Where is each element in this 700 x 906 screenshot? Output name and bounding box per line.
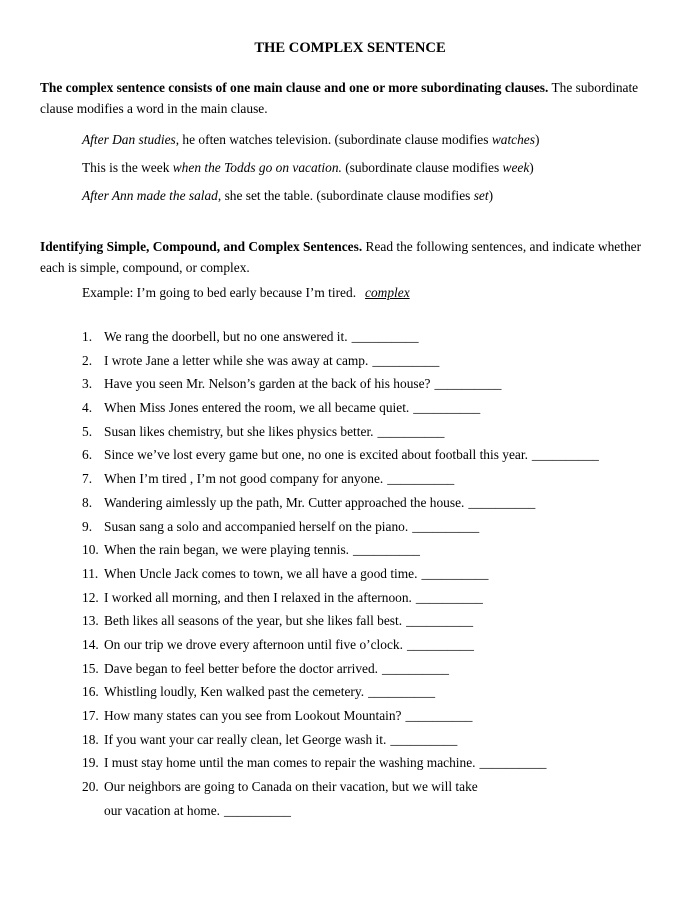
item-number: 11. <box>82 565 99 581</box>
item-number: 13. <box>82 613 99 629</box>
item-text: We rang the doorbell, but no one answered it. <box>104 329 348 344</box>
item-text: Our neighbors are going to Canada on their vacation, but we will take <box>104 779 478 795</box>
answer-blank: __________ <box>390 731 458 747</box>
item-text: Wandering aimlessly up the path, Mr. Cutter approached the house. <box>104 494 465 510</box>
example-2-subordinate-clause: when the Todds go on vacation. <box>172 160 342 175</box>
item-number: 5. <box>82 423 93 439</box>
answer-blank: __________ <box>372 352 440 368</box>
example-2-pre: This is the week <box>82 160 173 175</box>
item-number: 7. <box>82 471 93 487</box>
item-number: 6. <box>82 447 93 463</box>
item-text: When I’m tired , I’m not good company for anyone. <box>104 471 384 487</box>
item-text: When Uncle Jack comes to town, we all have a good time. <box>104 565 418 581</box>
item-text: I worked all morning, and then I relaxed in the afternoon. <box>104 589 412 605</box>
item-text: When the rain began, we were playing tennis. <box>104 542 350 558</box>
exercise-item-3 <box>82 376 660 392</box>
example-sentence-2 <box>82 160 660 176</box>
intro-paragraph <box>40 77 660 119</box>
exercise-example-line <box>40 285 660 301</box>
exercise-heading: Identifying Simple, Compound, and Complex Sentences. <box>40 239 363 254</box>
page-title: THE COMPLEX SENTENCE <box>254 40 446 56</box>
exercise-item-5 <box>82 424 660 440</box>
answer-blank: __________ <box>468 494 536 510</box>
example-1-subordinate-clause: After Dan studies <box>82 132 176 147</box>
exercise-item-18 <box>82 732 660 748</box>
item-20-continuation <box>104 803 660 819</box>
item-number: 18. <box>82 731 99 747</box>
item-text-line2: our vacation at home. <box>104 802 221 818</box>
answer-blank: __________ <box>406 636 474 652</box>
answer-blank: __________ <box>434 376 502 392</box>
example-2-post: ) <box>529 160 534 175</box>
example-1-post: ) <box>534 132 540 147</box>
exercise-item-12 <box>82 590 660 606</box>
exercise-item-19 <box>82 755 660 771</box>
exercise-item-7 <box>82 471 660 487</box>
example-3-mid: , she set the table. (subordinate clause modifies <box>217 188 474 203</box>
answer-blank: __________ <box>382 660 449 676</box>
item-number: 20. <box>82 779 99 795</box>
example-sentence-3 <box>82 188 660 204</box>
item-text: Susan sang a solo and accompanied herself on the piano. <box>104 518 409 534</box>
answer-blank: __________ <box>224 802 291 818</box>
exercise-item-10 <box>82 542 660 558</box>
item-number: 4. <box>82 400 93 416</box>
exercise-item-11 <box>82 566 660 582</box>
item-number: 12. <box>82 589 99 605</box>
item-number: 17. <box>82 708 99 723</box>
example-3-post: ) <box>488 188 494 203</box>
answer-blank: __________ <box>412 518 480 534</box>
example-sentences <box>40 132 660 204</box>
exercise-item-1 <box>82 329 660 345</box>
answer-blank: __________ <box>415 589 483 605</box>
item-text: When Miss Jones entered the room, we all became quiet. <box>104 400 410 416</box>
example-3-modified-word: set <box>473 188 489 203</box>
answer-blank: __________ <box>368 684 436 700</box>
example-2-mid: (subordinate clause modifies <box>341 160 503 175</box>
answer-blank: __________ <box>531 447 599 463</box>
item-number: 16. <box>82 684 99 700</box>
exercise-item-list <box>40 329 660 819</box>
exercise-item-20 <box>82 779 660 819</box>
item-number: 8. <box>82 494 93 510</box>
answer-blank: __________ <box>405 708 473 723</box>
answer-blank: __________ <box>353 542 420 558</box>
answer-blank: __________ <box>421 565 489 581</box>
exercise-item-4 <box>82 400 660 416</box>
item-text: If you want your car really clean, let George wash it. <box>104 731 387 747</box>
answer-blank: __________ <box>387 471 455 487</box>
item-text: Since we’ve lost every game but one, no one is excited about football this year. <box>104 447 528 463</box>
exercise-item-16 <box>82 684 660 700</box>
item-number: 14. <box>82 636 99 652</box>
example-1-modified-word: watches <box>491 132 535 147</box>
exercise-example-answer: complex <box>365 285 410 300</box>
item-text: How many states can you see from Lookout Mountain? <box>104 708 402 723</box>
exercise-item-2 <box>82 353 660 369</box>
exercise-item-14 <box>82 637 660 653</box>
exercise-instructions <box>40 236 660 278</box>
item-text: Whistling loudly, Ken walked past the cemetery. <box>104 684 365 700</box>
exercise-item-8 <box>82 495 660 511</box>
item-text: I wrote Jane a letter while she was away at camp. <box>104 352 369 368</box>
intro-normal-text: The subordinate clause modifies a word in the main clause. <box>40 80 639 116</box>
item-number: 19. <box>82 755 99 771</box>
answer-blank: __________ <box>413 400 481 416</box>
exercise-directions: Read the following sentences, and indicate whether each is simple, compound, or complex. <box>40 239 642 275</box>
item-text: I must stay home until the man comes to repair the washing machine. <box>104 755 476 771</box>
item-text: Dave began to feel better before the doctor arrived. <box>104 660 378 676</box>
exercise-example-prompt: Example: I’m going to bed early because I’m tired. <box>82 285 357 300</box>
item-text: Have you seen Mr. Nelson’s garden at the back of his house? <box>104 376 431 392</box>
example-1-mid: , he often watches television. (subordinate clause modifies <box>175 132 492 147</box>
item-number: 2. <box>82 352 93 368</box>
answer-blank: __________ <box>406 613 474 629</box>
exercise-item-9 <box>82 519 660 535</box>
item-number: 1. <box>82 329 93 344</box>
answer-blank: __________ <box>377 423 445 439</box>
example-3-subordinate-clause: After Ann made the salad <box>82 188 218 203</box>
exercise-item-15 <box>82 661 660 677</box>
item-number: 3. <box>82 376 93 392</box>
item-text: Beth likes all seasons of the year, but she likes fall best. <box>104 613 403 629</box>
example-sentence-1 <box>82 132 660 148</box>
item-text: On our trip we drove every afternoon until five o’clock. <box>104 636 403 652</box>
exercise-item-6 <box>82 447 660 463</box>
intro-bold-text: The complex sentence consists of one main clause and one or more subordinating clauses. <box>40 80 549 95</box>
item-number: 10. <box>82 542 99 558</box>
example-2-modified-word: week <box>502 160 530 175</box>
exercise-item-17 <box>82 708 660 724</box>
answer-blank: __________ <box>351 329 419 344</box>
item-number: 15. <box>82 660 99 676</box>
answer-blank: __________ <box>479 755 547 771</box>
item-number: 9. <box>82 518 93 534</box>
item-text: Susan likes chemistry, but she likes physics better. <box>104 423 374 439</box>
exercise-item-13 <box>82 613 660 629</box>
